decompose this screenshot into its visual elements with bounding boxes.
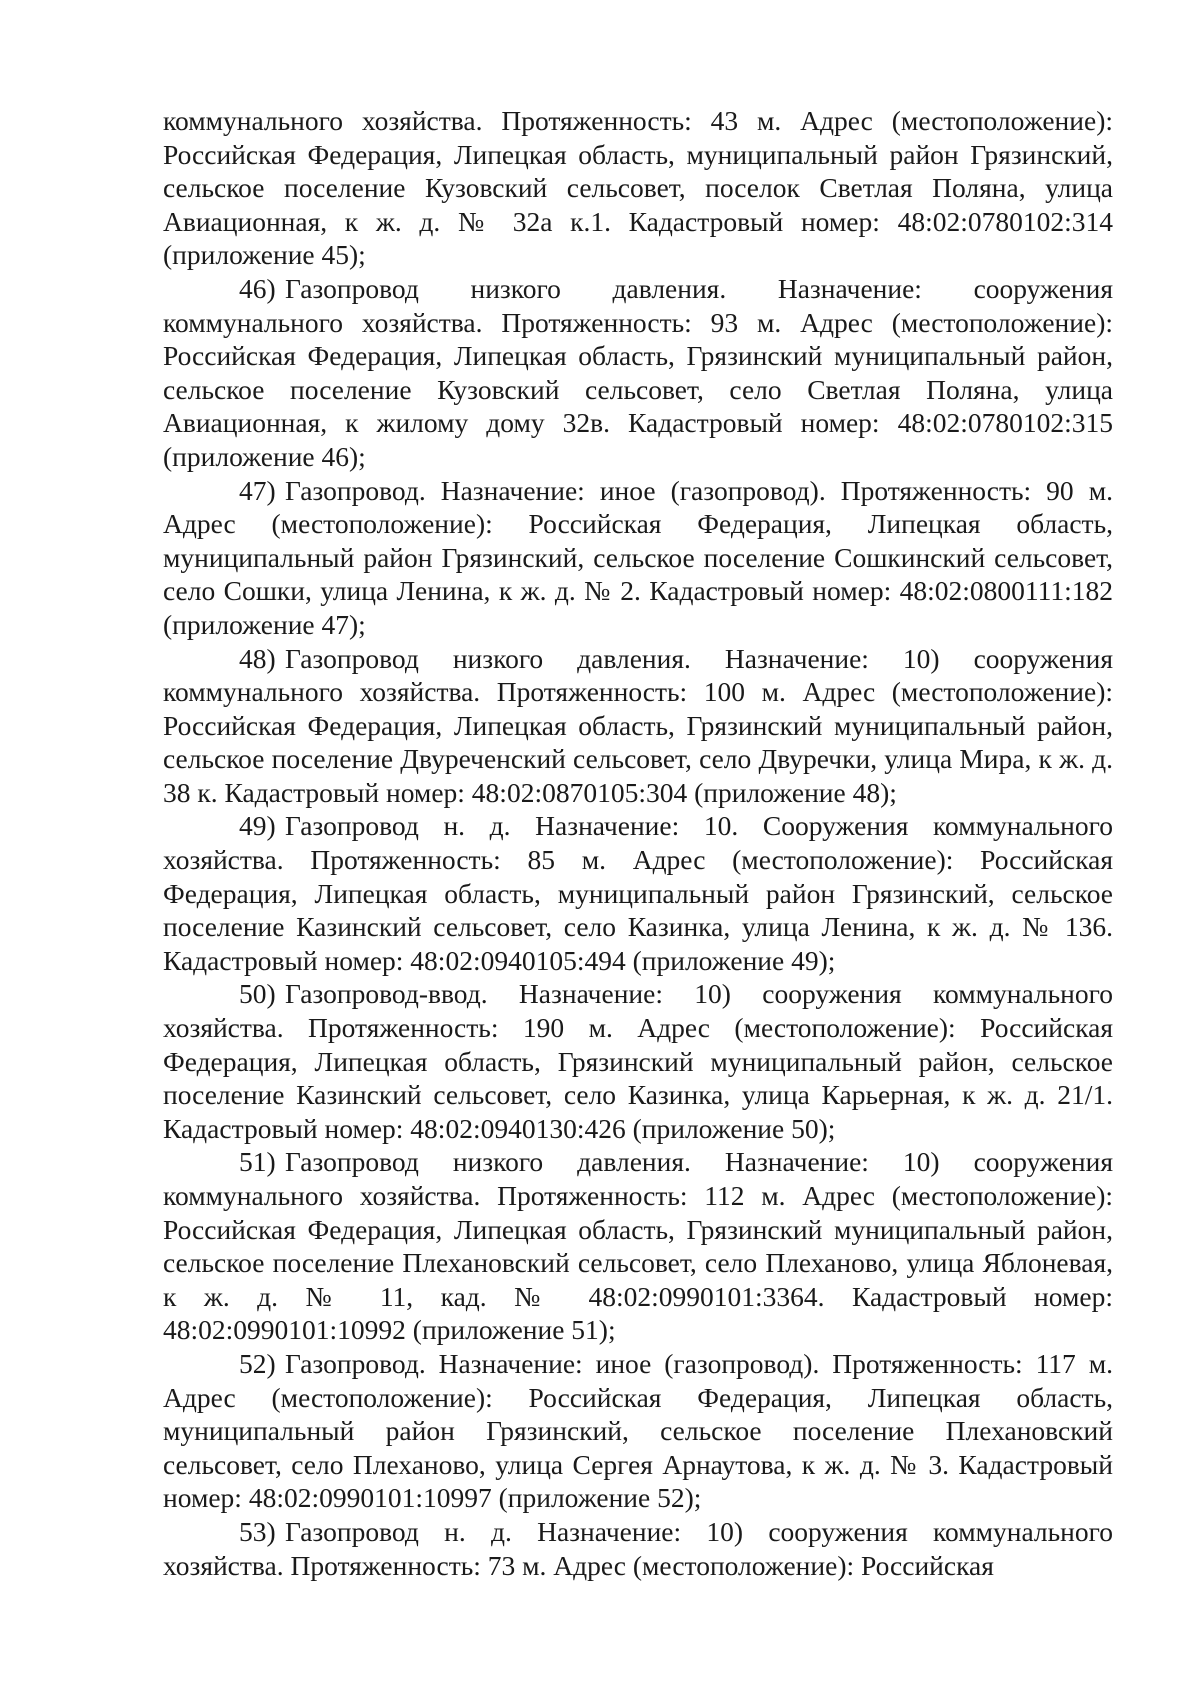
list-item-51 bbox=[163, 1145, 1113, 1347]
item-number: 49) bbox=[239, 810, 276, 842]
list-item-53 bbox=[163, 1515, 1113, 1582]
list-item-52 bbox=[163, 1347, 1113, 1515]
item-text: Газопровод-ввод. Назначение: 10) сооружения коммунального хозяйства. Протяженность: 190 м. Адрес (местоположение): Российская Федерация, Липецкая область, Грязинский муниципальный район, сельское поселение Казинский сельсовет, село Казинка, улица Карьерная, к ж. д. 21/1. Кадастровый номер: 48:02:0940130:426 (приложение 50); bbox=[163, 978, 1113, 1144]
item-number: 52) bbox=[239, 1347, 276, 1379]
item-text: Газопровод низкого давления. Назначение: 10) сооружения коммунального хозяйства. Протяженность: 112 м. Адрес (местоположение): Российская Федерация, Липецкая область, Грязинский муниципальный район, сельское поселение Плехановский сельсовет, село Плеханово, улица Яблоневая, к ж. д. № 11, кад. № 48:02:0990101:3364. Кадастровый номер: 48:02:0990101:10992 (приложение 51); bbox=[163, 1146, 1113, 1346]
document-page bbox=[163, 104, 1113, 1582]
item-text: Газопровод н. д. Назначение: 10) сооружения коммунального хозяйства. Протяженность: 73 м. Адрес (местоположение): Российская bbox=[163, 1515, 1113, 1581]
continuation-paragraph: коммунального хозяйства. Протяженность: 43 м. Адрес (местоположение): Российская Федерация, Липецкая область, муниципальный район Грязинский, сельское поселение Кузовский сельсовет, поселок Светлая Поляна, улица Авиационная, к ж. д. № 32а к.1. Кадастровый номер: 48:02:0780102:314 (приложение 45); bbox=[163, 105, 1113, 271]
list-item-48 bbox=[163, 642, 1113, 810]
item-text: Газопровод. Назначение: иное (газопровод). Протяженность: 90 м. Адрес (местоположение): Российская Федерация, Липецкая область, муниципальный район Грязинский, сельское поселение Сошкинский сельсовет, село Сошки, улица Ленина, к ж. д. № 2. Кадастровый номер: 48:02:0800111:182 (приложение 47); bbox=[163, 474, 1113, 640]
item-number: 53) bbox=[239, 1515, 276, 1547]
item-number: 48) bbox=[239, 642, 276, 674]
list-item-50 bbox=[163, 977, 1113, 1145]
item-number: 51) bbox=[239, 1146, 276, 1178]
item-number: 46) bbox=[239, 272, 276, 304]
item-number: 50) bbox=[239, 978, 276, 1010]
item-text: Газопровод. Назначение: иное (газопровод). Протяженность: 117 м. Адрес (местоположение): Российская Федерация, Липецкая область, муниципальный район Грязинский, сельское поселение Плехановский сельсовет, село Плеханово, улица Сергея Арнаутова, к ж. д. № 3. Кадастровый номер: 48:02:0990101:10997 (приложение 52); bbox=[163, 1347, 1113, 1514]
list-item-47 bbox=[163, 474, 1113, 642]
item-text: Газопровод низкого давления. Назначение: 10) сооружения коммунального хозяйства. Протяженность: 100 м. Адрес (местоположение): Российская Федерация, Липецкая область, Грязинский муниципальный район, сельское поселение Двуреченский сельсовет, село Двуречки, улица Мира, к ж. д. 38 к. Кадастровый номер: 48:02:0870105:304 (приложение 48); bbox=[163, 642, 1113, 808]
list-item-49 bbox=[163, 809, 1113, 977]
item-text: Газопровод н. д. Назначение: 10. Сооружения коммунального хозяйства. Протяженность: 85 м. Адрес (местоположение): Российская Федерация, Липецкая область, муниципальный район Грязинский, сельское поселение Казинский сельсовет, село Казинка, улица Ленина, к ж. д. № 136. Кадастровый номер: 48:02:0940105:494 (приложение 49); bbox=[163, 810, 1113, 976]
list-item-46 bbox=[163, 272, 1113, 474]
item-text: Газопровод низкого давления. Назначение: сооружения коммунального хозяйства. Протяженность: 93 м. Адрес (местоположение): Российская Федерация, Липецкая область, Грязинский муниципальный район, сельское поселение Кузовский сельсовет, село Светлая Поляна, улица Авиационная, к жилому дому 32в. Кадастровый номер: 48:02:0780102:315 (приложение 46); bbox=[163, 272, 1113, 472]
item-number: 47) bbox=[239, 474, 276, 506]
